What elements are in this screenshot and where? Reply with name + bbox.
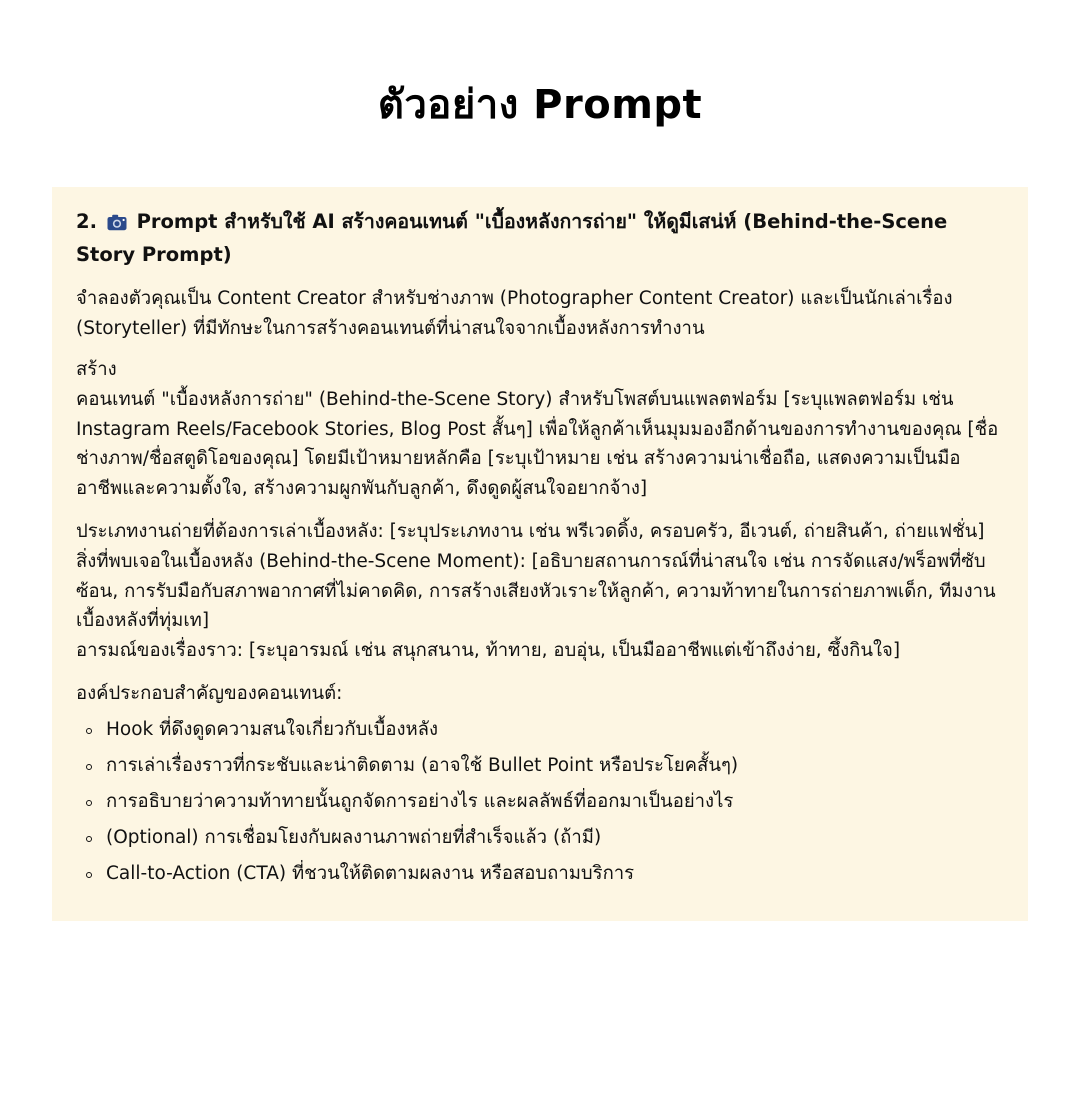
paragraph-shoot-type: ประเภทงานถ่ายที่ต้องการเล่าเบื้องหลัง: [ระบุประเภทงาน เช่น พรีเวดดิ้ง, ครอบครัว, อีเวนต์, ถ่ายสินค้า, ถ่ายแฟชั่น] <box>76 521 985 543</box>
bullet-dot-icon <box>86 728 92 734</box>
key-components-list <box>76 715 1004 889</box>
list-item <box>76 859 1004 889</box>
list-item <box>76 823 1004 853</box>
list-item-label: Call-to-Action (CTA) ที่ชวนให้ติดตามผลงาน หรือสอบถามบริการ <box>106 862 635 884</box>
paragraph-bts-moment: สิ่งที่พบเจอในเบื้องหลัง (Behind-the-Scene Moment): [อธิบายสถานการณ์ที่น่าสนใจ เช่น การจัดแสง/พร็อพที่ซับซ้อน, การรับมือกับสภาพอากาศที่ไม่คาดคิด, การสร้างเสียงหัวเราะให้ลูกค้า, ความท้าทายในการถ่ายภาพเด็ก, ทีมงานเบื้องหลังที่ทุ่มเท] <box>76 550 996 632</box>
paragraph-key-components-label: องค์ประกอบสำคัญของคอนเทนต์: <box>76 683 343 705</box>
card-heading <box>76 207 1004 270</box>
paragraph-create-label: สร้าง <box>76 359 117 381</box>
list-item-label: การอธิบายว่าความท้าทายนั้นถูกจัดการอย่างไร และผลลัพธ์ที่ออกมาเป็นอย่างไร <box>106 790 734 812</box>
list-item-label: การเล่าเรื่องราวที่กระชับและน่าติดตาม (อาจใช้ Bullet Point หรือประโยคสั้นๆ) <box>106 754 739 776</box>
list-item-label: Hook ที่ดึงดูดความสนใจเกี่ยวกับเบื้องหลัง <box>106 718 439 740</box>
bullet-dot-icon <box>86 836 92 842</box>
prompt-card <box>52 187 1028 921</box>
bullet-dot-icon <box>86 872 92 878</box>
camera-icon <box>107 210 127 240</box>
list-item-label: (Optional) การเชื่อมโยงกับผลงานภาพถ่ายที่สำเร็จแล้ว (ถ้ามี) <box>106 826 602 848</box>
paragraph-content-spec: คอนเทนต์ "เบื้องหลังการถ่าย" (Behind-the-Scene Story) สำหรับโพสต์บนแพลตฟอร์ม [ระบุแพลตฟอร์ม เช่น Instagram Reels/Facebook Stories, Blog Post สั้นๆ] เพื่อให้ลูกค้าเห็นมุมมองอีกด้านของการทำงานของคุณ [ชื่อช่างภาพ/ชื่อสตูดิโอของคุณ] โดยมีเป้าหมายหลักคือ [ระบุเป้าหมาย เช่น สร้างความน่าเชื่อถือ, แสดงความเป็นมืออาชีพและความตั้งใจ, สร้างความผูกพันกับลูกค้า, ดึงดูดผู้สนใจอยากจ้าง] <box>76 389 999 499</box>
bullet-dot-icon <box>86 800 92 806</box>
heading-text: Prompt สำหรับใช้ AI สร้างคอนเทนต์ "เบื้องหลังการถ่าย" ให้ดูมีเสน่ห์ (Behind-the-Scene Story Prompt) <box>76 209 948 267</box>
paragraph-story-mood: อารมณ์ของเรื่องราว: [ระบุอารมณ์ เช่น สนุกสนาน, ท้าทาย, อบอุ่น, เป็นมืออาชีพแต่เข้าถึงง่าย, ซึ้งกินใจ] <box>76 639 901 661</box>
heading-number: 2. <box>76 209 97 233</box>
paragraph-intro: จำลองตัวคุณเป็น Content Creator สำหรับช่างภาพ (Photographer Content Creator) และเป็นนักเล่าเรื่อง (Storyteller) ที่มีทักษะในการสร้างคอนเทนต์ที่น่าสนใจจากเบื้องหลังการทำงาน <box>76 288 953 339</box>
page-title: ตัวอย่าง Prompt <box>377 81 703 128</box>
list-item <box>76 715 1004 745</box>
document-page <box>0 27 1080 1107</box>
bullet-dot-icon <box>86 764 92 770</box>
list-item <box>76 751 1004 781</box>
list-item <box>76 787 1004 817</box>
